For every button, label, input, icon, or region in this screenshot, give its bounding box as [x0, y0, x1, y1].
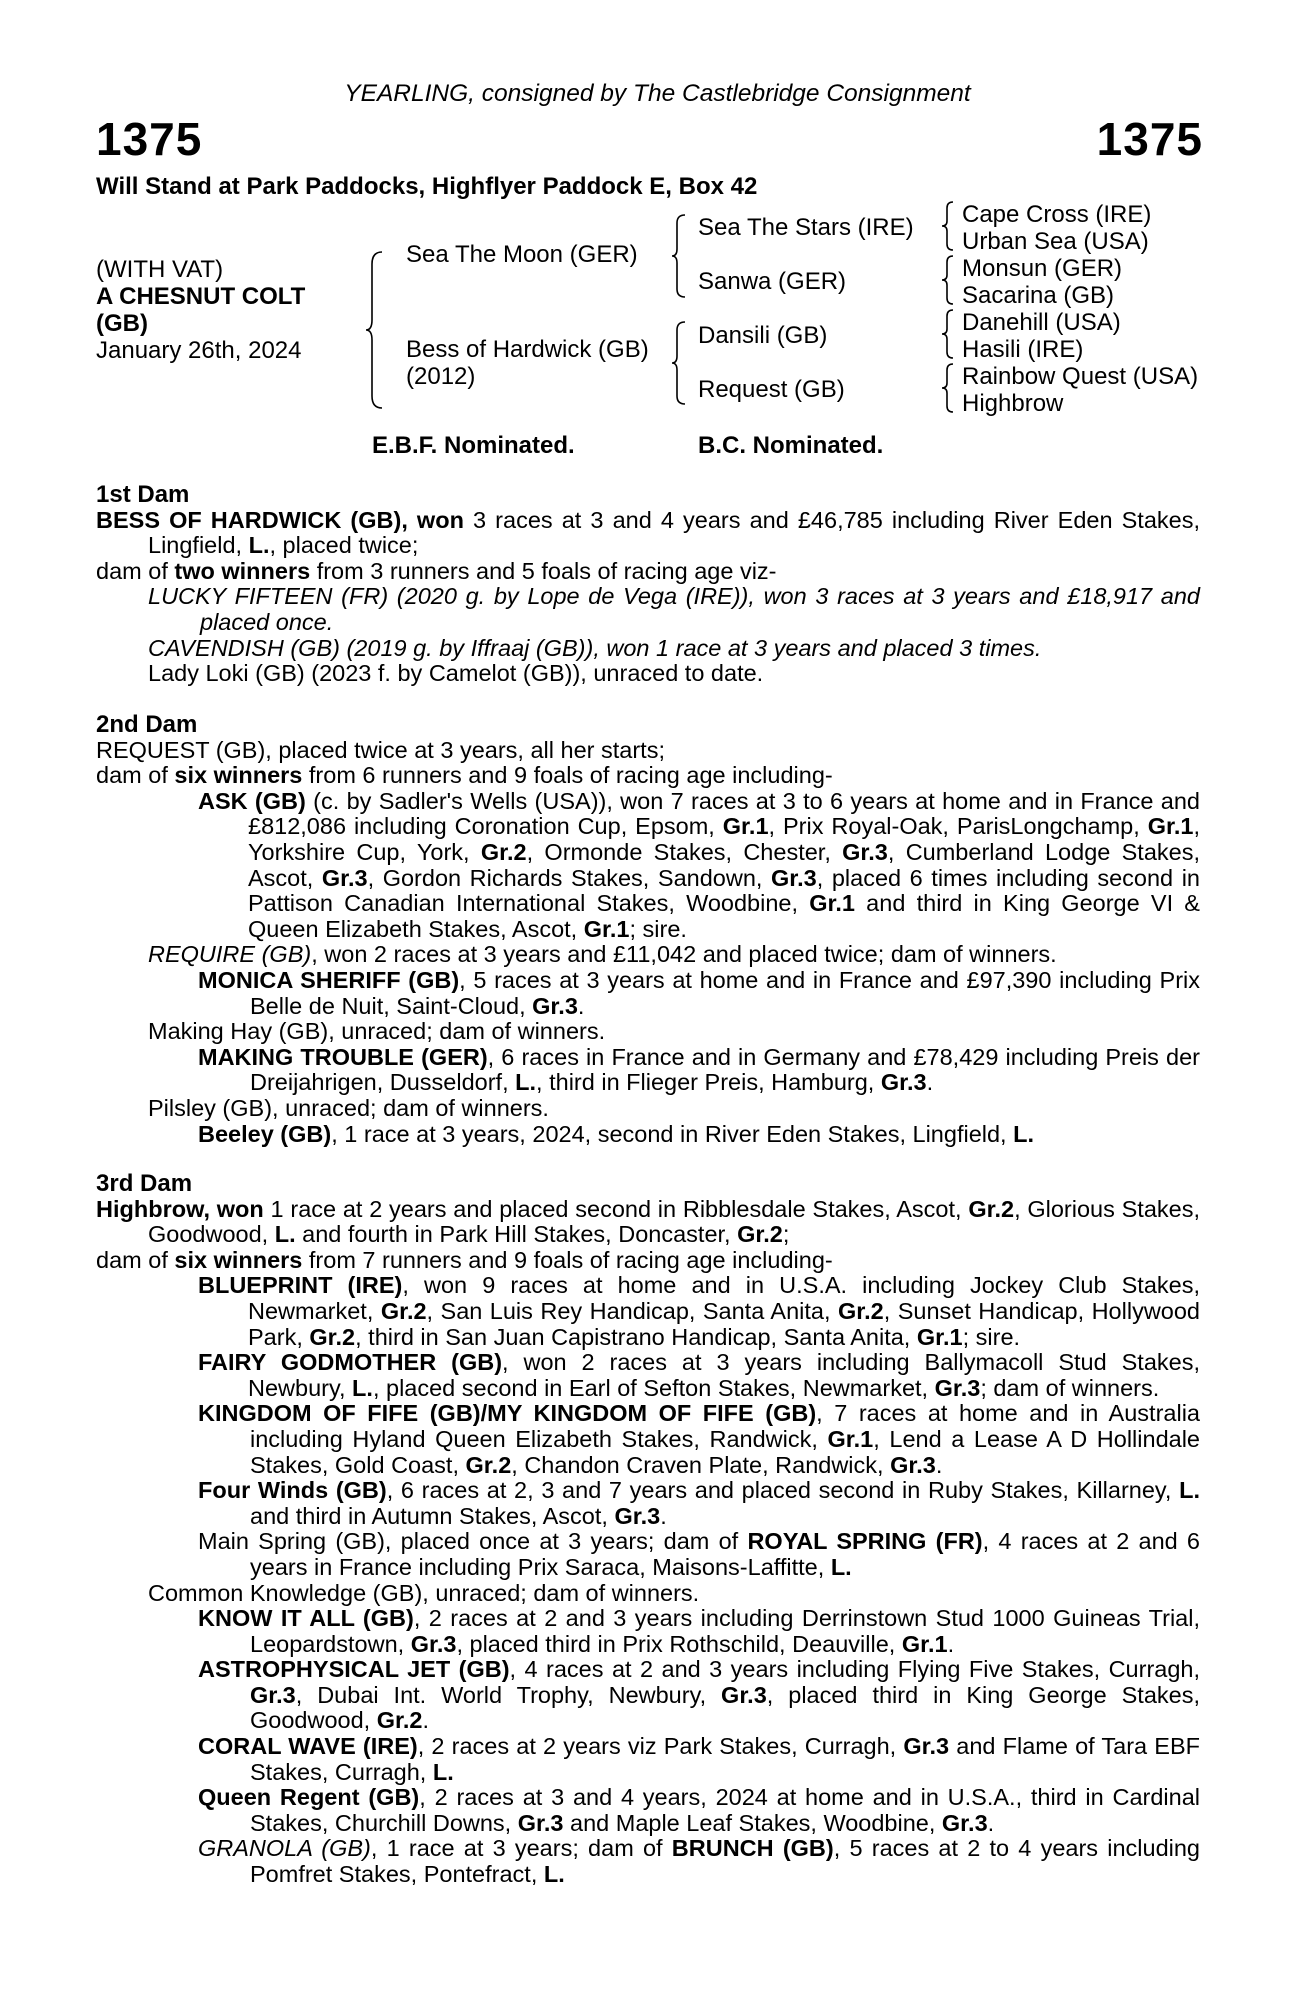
race-text: and Flame of Tara EBF Stakes, Curragh,: [250, 1733, 1200, 1785]
grade-marker: Gr.1: [722, 813, 769, 840]
dam-of-winners: two winners: [174, 557, 311, 584]
stable-location: Will Stand at Park Paddocks, Highflyer Paddock E, Box 42: [96, 173, 758, 200]
grade-marker: Gr.3: [532, 992, 578, 1019]
grade-marker: Gr.3: [934, 1374, 981, 1401]
subject-name-line1: A CHESNUT COLT: [96, 283, 306, 310]
race-text: , won 9 races at home and in U.S.A. including Jockey Club Stakes, Newmarket,: [248, 1272, 1200, 1324]
dam-of-text: dam of: [96, 1246, 175, 1273]
gg-cape-cross: Cape Cross (IRE): [962, 201, 1152, 228]
pedigree-brace-sire: [670, 213, 688, 299]
race-text: , placed third in King George Stakes, Goodwood,: [250, 1681, 1200, 1734]
race-text: ; sire.: [962, 1323, 1021, 1350]
third-dam-heading: 3rd Dam: [96, 1170, 193, 1197]
subject-name-line2: (GB): [96, 310, 148, 337]
race-text: , 1 race at 3 years, 2024, second in River Eden Stakes, Lingfield,: [331, 1120, 1014, 1147]
listed-marker: L.: [274, 1221, 296, 1248]
race-text: , placed second in Earl of Sefton Stakes, Newmarket,: [372, 1374, 935, 1401]
grade-marker: Gr.3: [941, 1809, 988, 1836]
produce-making-trouble: [96, 1045, 1200, 1096]
horse-name: BRUNCH (GB): [671, 1835, 834, 1862]
race-text: , Sunset Handicap, Hollywood Park,: [248, 1297, 1200, 1350]
grade-marker: Gr.1: [827, 1425, 874, 1452]
dam-year: (2012): [406, 363, 476, 390]
race-text: , Lend a Lease A D Hollindale Stakes, Gold Coast,: [250, 1425, 1200, 1478]
horse-name: MONICA SHERIFF (GB): [198, 966, 460, 993]
dam-of-winners: six winners: [174, 1246, 303, 1273]
race-text: (c. by Sadler's Wells (USA)), won 7 races at 3 to 6 years at home and in France and £812,086 including Coronation Cup, Epsom,: [248, 787, 1200, 840]
bc-nominated: B.C. Nominated.: [698, 432, 884, 459]
horse-name: BLUEPRINT (IRE): [198, 1272, 403, 1299]
race-text: .: [935, 1451, 943, 1478]
race-text: .: [947, 1630, 955, 1657]
brace-path: [942, 364, 953, 412]
grade-marker: Gr.3: [614, 1502, 661, 1529]
horse-name: KINGDOM OF FIFE (GB)/MY KINGDOM OF FIFE (GB): [198, 1400, 817, 1427]
grade-marker: Gr.2: [380, 1297, 427, 1324]
produce-four-winds: [96, 1478, 1200, 1529]
grade-marker: Gr.1: [916, 1323, 963, 1350]
subject-horse: [96, 256, 305, 364]
grade-marker: Gr.1: [583, 915, 630, 942]
produce-lucky-fifteen: LUCKY FIFTEEN (FR) (2020 g. by Lope de Vega (IRE)), won 3 races at 3 years and £18,917 and placed once.: [148, 583, 1200, 635]
produce-common-knowledge: Common Knowledge (GB), unraced; dam of winners.: [148, 1579, 700, 1606]
horse-name: ASK (GB): [198, 787, 306, 814]
produce-coral-wave: [96, 1734, 1200, 1785]
grade-marker: Gr.3: [721, 1681, 767, 1708]
produce-main-spring: [96, 1529, 1200, 1580]
ebf-nominated: E.B.F. Nominated.: [372, 432, 575, 459]
grade-marker: Gr.2: [968, 1195, 1015, 1222]
brace-path: [366, 252, 382, 408]
grade-marker: Gr.3: [903, 1733, 950, 1760]
brace-path: [942, 310, 953, 358]
first-dam-record: [96, 508, 1200, 559]
produce-ask: [96, 789, 1200, 943]
race-text: , Dubai Int. World Trophy, Newbury,: [295, 1681, 722, 1708]
sire-name: Sea The Moon (GER): [406, 241, 638, 268]
lot-number-right: 1375: [1096, 113, 1203, 165]
gg-rainbow-quest: Rainbow Quest (USA): [962, 363, 1199, 390]
grade-marker: Gr.3: [250, 1681, 296, 1708]
race-text: , placed third in Prix Rothschild, Deauville,: [456, 1630, 902, 1657]
race-text: .: [987, 1809, 995, 1836]
dam-name-line1: Bess of Hardwick (GB): [406, 336, 649, 363]
race-text: , 1 race at 3 years; dam of: [370, 1835, 672, 1862]
race-text: ; sire.: [629, 915, 687, 942]
grade-marker: Gr.2: [465, 1451, 512, 1478]
grade-marker: Gr.2: [837, 1297, 884, 1324]
race-text: , placed 6 times including second in Pattison Canadian International Stakes, Woodbine,: [248, 864, 1200, 917]
pedigree-brace-dam: [670, 320, 688, 406]
brace-path: [942, 202, 953, 250]
produce-queen-regent: [96, 1785, 1200, 1836]
race-text: , 6 races in France and in Germany and £78,429 including Preis der Dreijahrigen, Dusseldorf,: [250, 1043, 1200, 1096]
pedigree-brace-main: [364, 250, 386, 410]
horse-name: Queen Regent (GB): [198, 1784, 420, 1811]
produce-monica-sheriff: [96, 968, 1200, 1019]
horse-name: KNOW IT ALL (GB): [198, 1605, 414, 1632]
produce-astrophysical-jet: [96, 1657, 1200, 1734]
race-text: , 2 races at 2 years viz Park Stakes, Curragh,: [417, 1733, 904, 1760]
race-text: , 4 races at 2 and 3 years including Flying Five Stakes, Curragh,: [509, 1656, 1201, 1683]
race-text: , Gordon Richards Stakes, Sandown,: [367, 864, 771, 891]
race-text: , Glorious Stakes, Goodwood,: [148, 1195, 1200, 1248]
race-text: and third in Autumn Stakes, Ascot,: [250, 1502, 615, 1529]
race-text: , 7 races at home and in Australia including Hyland Queen Elizabeth Stakes, Randwick,: [250, 1400, 1200, 1452]
gg-danehill: Danehill (USA): [962, 309, 1121, 336]
race-text: , Yorkshire Cup, York,: [248, 813, 1200, 865]
produce-making-hay: Making Hay (GB), unraced; dam of winners.: [148, 1018, 606, 1045]
race-text: , won 2 races at 3 years and £11,042 and placed twice; dam of winners.: [311, 941, 1057, 968]
granddam-sanwa: Sanwa (GER): [698, 268, 847, 295]
grade-marker: Gr.3: [410, 1630, 457, 1657]
second-dam-section: [96, 712, 1200, 1147]
produce-beeley: [96, 1122, 1200, 1148]
gg-urban-sea: Urban Sea (USA): [962, 228, 1149, 255]
pedigree-brace-g4: [940, 362, 956, 414]
dam-of-text: from 3 runners and 5 foals of racing age viz-: [310, 557, 777, 584]
granddam-request: Request (GB): [698, 376, 845, 403]
listed-marker: L.: [830, 1553, 852, 1580]
horse-name: REQUIRE (GB): [148, 941, 312, 968]
horse-name: Highbrow: [96, 1195, 204, 1222]
pedigree-brace-g3: [940, 308, 956, 360]
grade-marker: Gr.3: [890, 1451, 936, 1478]
subject-dob: January 26th, 2024: [96, 337, 302, 364]
race-text: , won 2 races at 3 years including Ballymacoll Stud Stakes, Newbury,: [248, 1349, 1200, 1401]
grade-marker: Gr.3: [321, 864, 368, 891]
dam-of-text: dam of: [96, 762, 175, 789]
produce-lady-loki: Lady Loki (GB) (2023 f. by Camelot (GB)), unraced to date.: [148, 660, 764, 687]
race-text: , Chandon Craven Plate, Randwick,: [511, 1451, 891, 1478]
produce-know-it-all: [96, 1606, 1200, 1657]
race-text: 1 race at 2 years and placed second in Ribblesdale Stakes, Ascot,: [263, 1195, 969, 1222]
listed-marker: L.: [543, 1861, 565, 1888]
race-text: .: [660, 1502, 667, 1529]
horse-name: MAKING TROUBLE (GER): [198, 1043, 488, 1070]
produce-fairy-godmother: [96, 1350, 1200, 1401]
produce-cavendish: CAVENDISH (GB) (2019 g. by Iffraaj (GB)), won 1 race at 3 years and placed 3 times.: [148, 634, 1042, 661]
gg-sacarina: Sacarina (GB): [962, 282, 1115, 309]
dam-of-text: from 6 runners and 9 foals of racing age including-: [302, 762, 833, 789]
race-text: and fourth in Park Hill Stakes, Doncaster,: [295, 1221, 738, 1248]
won-text: , won: [203, 1195, 264, 1222]
produce-kingdom-of-fife: [96, 1401, 1200, 1478]
produce-blueprint: [96, 1273, 1200, 1350]
race-text: , 2 races at 2 and 3 years including Derrinstown Stud 1000 Guineas Trial, Leopardstown,: [250, 1605, 1200, 1657]
second-dam-record: REQUEST (GB), placed twice at 3 years, all her starts;: [96, 736, 665, 763]
race-text: , 4 races at 2 and 6 years in France including Prix Saraca, Maisons-Laffitte,: [250, 1528, 1200, 1580]
dam-of-text: dam of: [96, 557, 175, 584]
race-text: , third in San Juan Capistrano Handicap, Santa Anita,: [355, 1323, 917, 1350]
race-text: , 6 races at 2, 3 and 7 years and placed second in Ruby Stakes, Killarney,: [386, 1477, 1180, 1504]
brace-path: [942, 256, 953, 304]
grade-marker: Gr.1: [809, 890, 855, 917]
race-text: , 5 races at 3 years at home and in France and £97,390 including Prix Belle de Nuit, Saint-Cloud,: [250, 966, 1200, 1019]
grade-marker: Gr.2: [480, 838, 527, 865]
pedigree-brace-g1: [940, 200, 956, 252]
grade-marker: Gr.3: [880, 1069, 927, 1096]
horse-name: FAIRY GODMOTHER (GB): [198, 1349, 503, 1376]
race-text: .: [926, 1069, 934, 1096]
grade-marker: Gr.1: [1147, 813, 1194, 840]
pedigree-brace-g2: [940, 254, 956, 306]
dam-of-text: from 7 runners and 9 foals of racing age including-: [302, 1246, 833, 1273]
race-text: and Maple Leaf Stakes, Woodbine,: [563, 1809, 942, 1836]
first-dam-name: BESS OF HARDWICK (GB), won: [96, 506, 464, 533]
race-text: ; dam of winners.: [980, 1374, 1160, 1401]
horse-name: Beeley (GB): [198, 1120, 332, 1147]
third-dam-record: [96, 1197, 1200, 1248]
dam-name: [406, 336, 649, 390]
race-text: .: [422, 1707, 429, 1734]
second-dam-produce-summary: [96, 763, 1200, 789]
first-dam-text: 3 races at 3 and 4 years and £46,785 including River Eden Stakes, Lingfield,: [148, 506, 1200, 559]
horse-name: Four Winds (GB): [198, 1477, 387, 1504]
grade-marker: Gr.2: [376, 1707, 423, 1734]
vat-note: (WITH VAT): [96, 256, 224, 283]
race-text: , Ormonde Stakes, Chester,: [526, 838, 843, 865]
grade-marker: Gr.3: [517, 1809, 564, 1836]
brace-path: [672, 215, 685, 297]
grade-marker: Gr.2: [309, 1323, 356, 1350]
produce-granola: [96, 1836, 1200, 1887]
horse-name: CORAL WAVE (IRE): [198, 1733, 418, 1760]
listed-marker: L.: [1179, 1477, 1200, 1504]
listed-marker: L.: [1013, 1120, 1034, 1147]
listed-marker: L.: [515, 1069, 537, 1096]
grandsire-sea-the-stars: Sea The Stars (IRE): [698, 214, 914, 241]
horse-name: GRANOLA (GB): [198, 1835, 371, 1862]
first-dam-heading: 1st Dam: [96, 481, 190, 508]
gg-hasili: Hasili (IRE): [962, 336, 1084, 363]
race-text: , third in Flieger Preis, Hamburg,: [536, 1069, 881, 1096]
listed-marker: L.: [352, 1374, 373, 1401]
race-text: , 5 races at 2 to 4 years including Pomfret Stakes, Pontefract,: [250, 1835, 1200, 1888]
race-text: , Prix Royal-Oak, ParisLongchamp,: [768, 813, 1148, 840]
second-dam-heading: 2nd Dam: [96, 711, 198, 738]
race-text: Main Spring (GB), placed once at 3 years; dam of: [198, 1528, 748, 1555]
produce-pilsley: Pilsley (GB), unraced; dam of winners.: [148, 1094, 549, 1121]
listed-marker: L.: [248, 532, 270, 559]
first-dam-text: , placed twice;: [269, 532, 419, 559]
third-dam-section: [96, 1171, 1200, 1888]
horse-name: ROYAL SPRING (FR): [747, 1528, 983, 1555]
brace-path: [672, 322, 685, 404]
race-text: and third in King George VI & Queen Elizabeth Stakes, Ascot,: [248, 890, 1200, 942]
gg-highbrow: Highbrow: [962, 390, 1064, 417]
first-dam-produce-summary: [96, 559, 1200, 585]
listed-marker: L.: [432, 1758, 454, 1785]
grandsire-dansili: Dansili (GB): [698, 322, 828, 349]
grade-marker: Gr.3: [771, 864, 817, 891]
first-dam-section: [96, 482, 1200, 687]
produce-require: [96, 942, 1200, 968]
lot-number-left: 1375: [96, 113, 203, 165]
race-text: , San Luis Rey Handicap, Santa Anita,: [426, 1297, 838, 1324]
gg-monsun: Monsun (GER): [962, 255, 1123, 282]
dam-of-winners: six winners: [174, 762, 303, 789]
race-text: , 2 races at 3 and 4 years, 2024 at home and in U.S.A., third in Cardinal Stakes, Churchill Downs,: [250, 1784, 1201, 1836]
grade-marker: Gr.3: [842, 838, 888, 865]
race-text: ;: [782, 1221, 790, 1248]
third-dam-produce-summary: [96, 1248, 1200, 1274]
horse-name: ASTROPHYSICAL JET (GB): [198, 1656, 510, 1683]
race-text: , Cumberland Lodge Stakes, Ascot,: [248, 838, 1200, 891]
lot-subtitle: YEARLING, consigned by The Castlebridge Consignment: [344, 80, 971, 107]
grade-marker: Gr.2: [737, 1221, 783, 1248]
race-text: .: [577, 992, 585, 1019]
grade-marker: Gr.1: [901, 1630, 948, 1657]
